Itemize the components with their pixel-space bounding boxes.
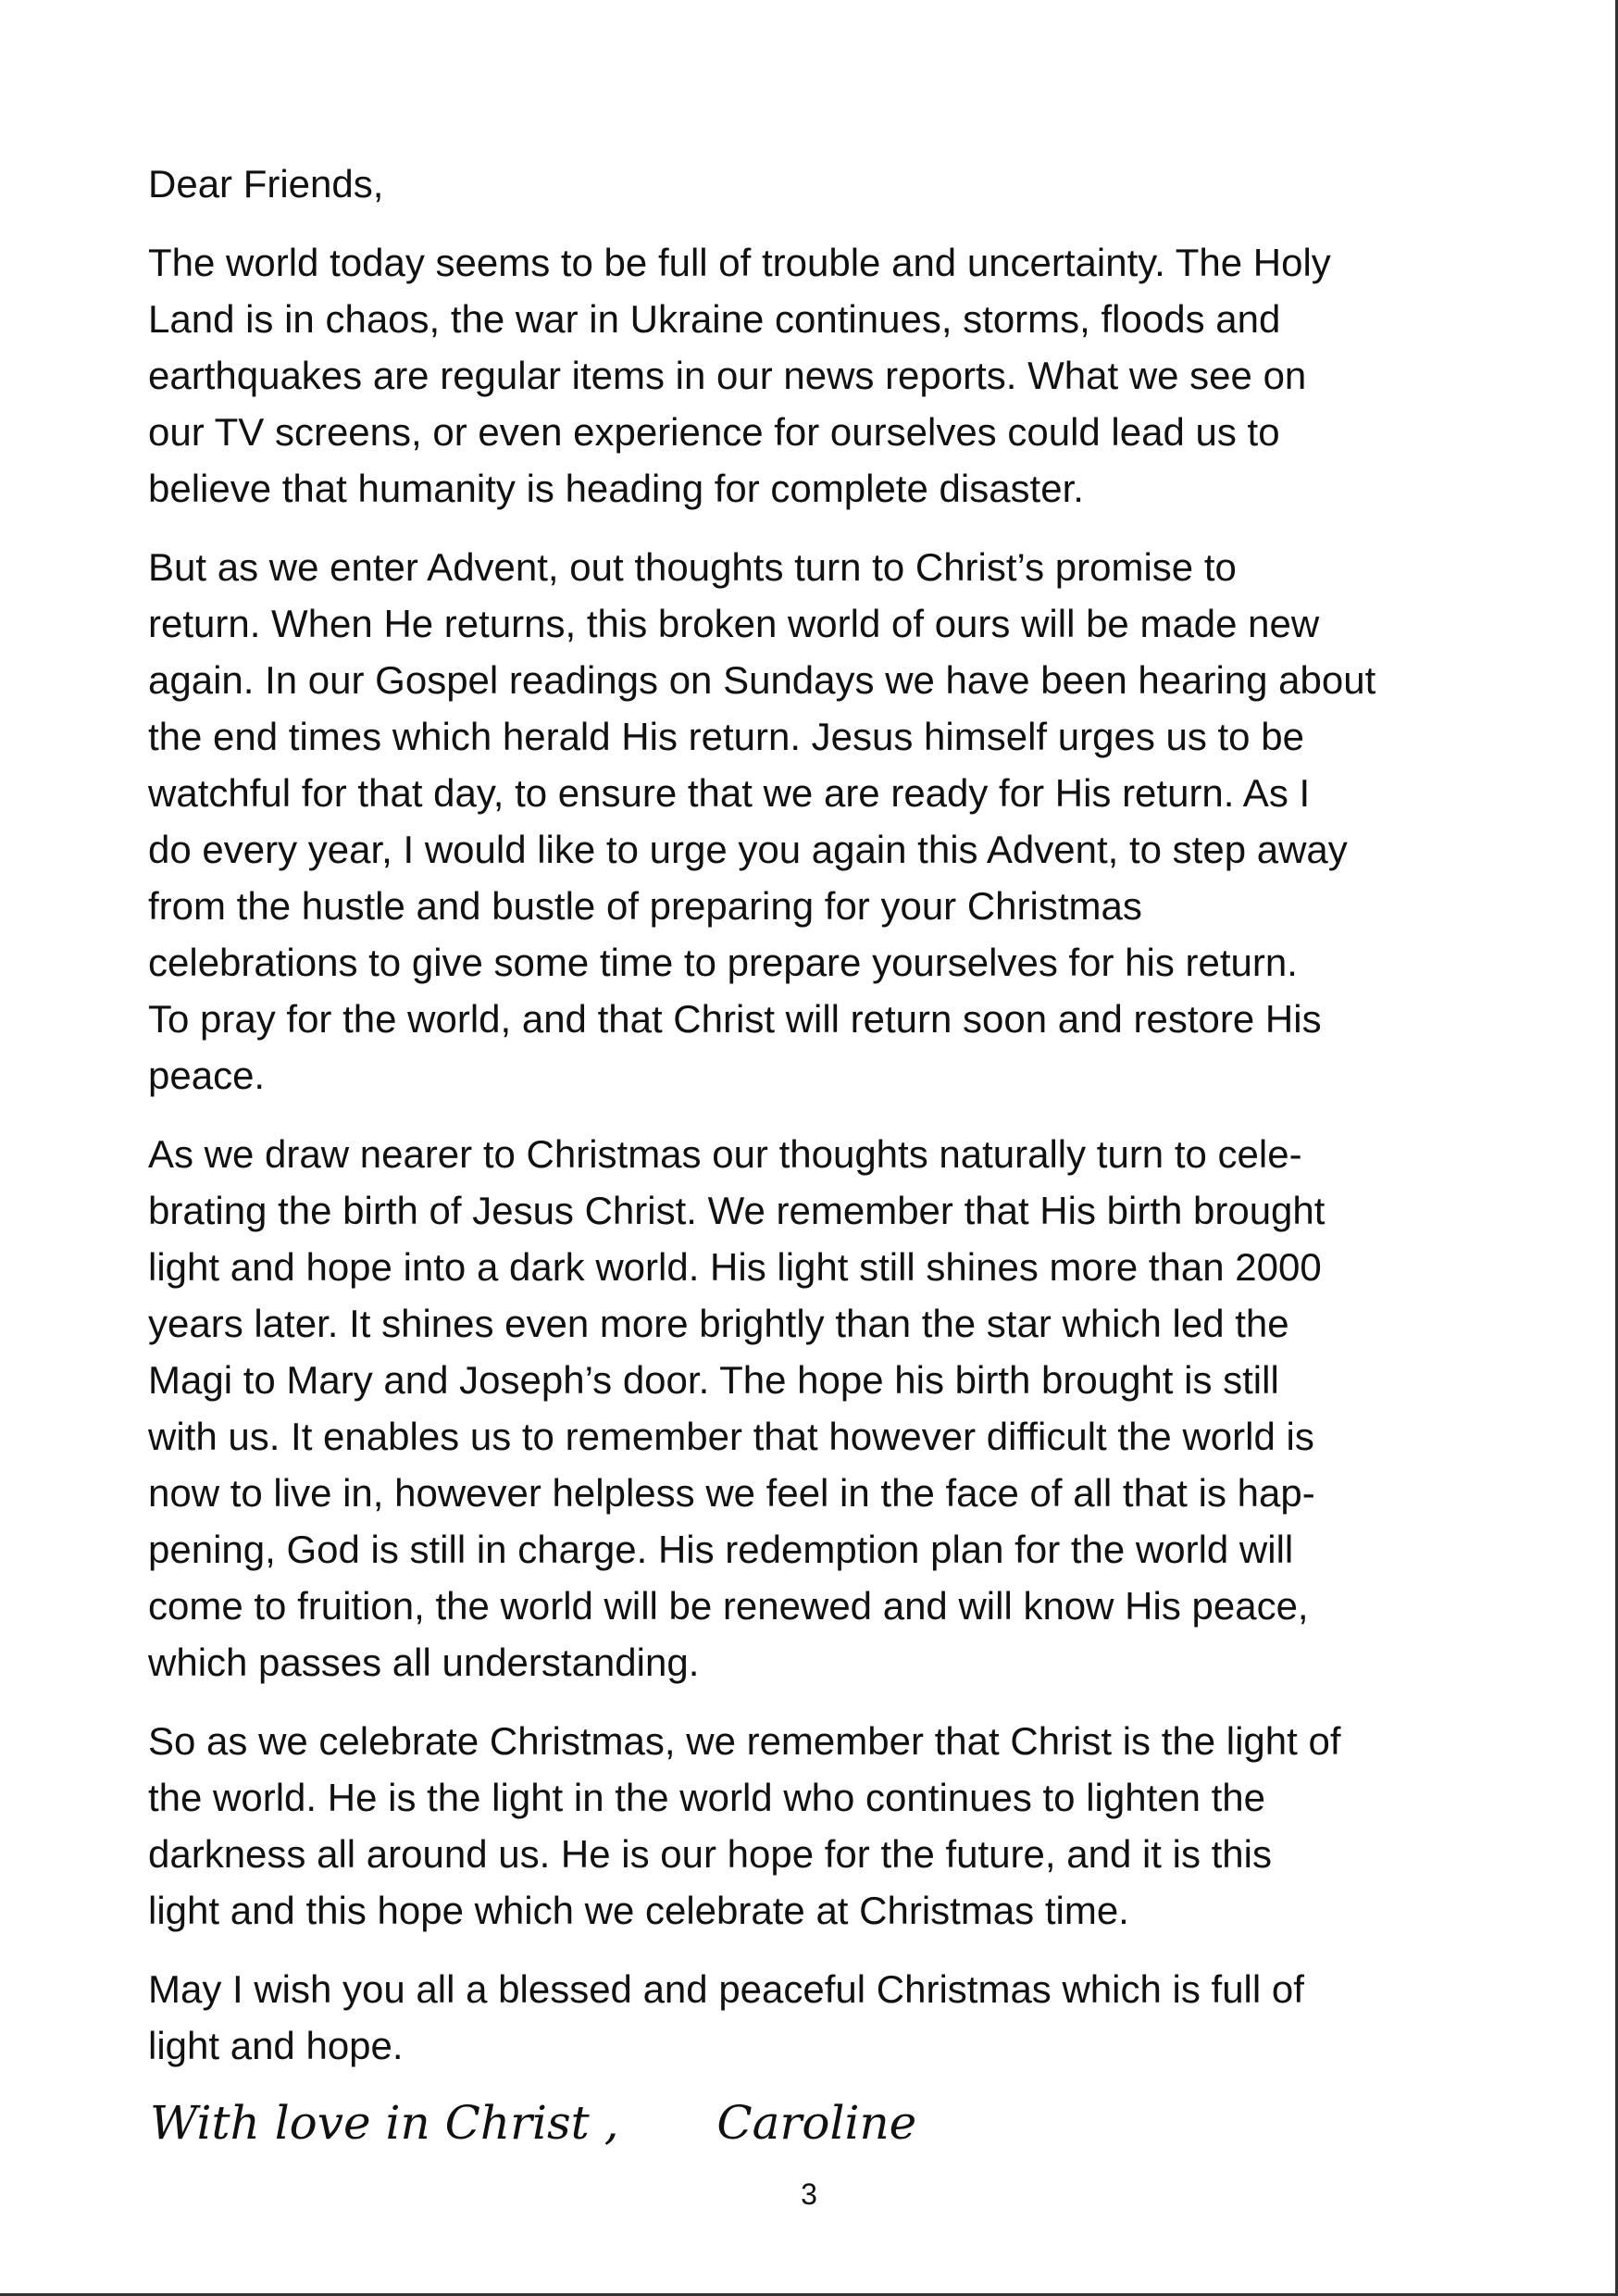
paragraph-4: So as we celebrate Christmas, we remember that Christ is the light of the world. He is the light in the world who continues to lighten the darkness all around us. He is our hope for the future, and it is this light and this hope which we celebrate at Christmas time. xyxy=(148,1719,1341,1932)
closing-phrase: With love in Christ , xyxy=(150,2096,619,2150)
salutation: Dear Friends, xyxy=(148,162,384,206)
paragraph-5: May I wish you all a blessed and peaceful Christmas which is full of light and hope. xyxy=(148,1967,1304,2067)
letter-body xyxy=(148,156,1481,2096)
paragraph-1: The world today seems to be full of trouble and uncertainty. The Holy Land is in chaos, the war in Ukraine continues, storms, floods and earthquakes are regular items in our news reports. What we see on our TV screens, or even experience for ourselves could lead us to believe that humanity is heading for complete disaster. xyxy=(148,241,1331,510)
paragraph-2: But as we enter Advent, out thoughts turn to Christ’s promise to return. When He returns, this broken world of ours will be made new again. In our Gospel readings on Sundays we have been hearing about the end times which herald His return. Jesus himself urges us to be watchful for that day, to ensure that we are ready for His return. As I do every year, I would like to urge you again this Advent, to step away from the hustle and bustle of preparing for your Christmas celebrations to give some time to prepare yourselves for his return. To pray for the world, and that Christ will return soon and restore His peace. xyxy=(148,545,1376,1097)
paragraph-3: As we draw nearer to Christmas our thoughts naturally turn to cele- brating the birth of Jesus Christ. We remember that His birth brought light and hope into a dark world. His light still shines more than 2000 years later. It shines even more brightly than the star which led the Magi to Mary and Joseph’s door. The hope his birth brought is still with us. It enables us to remember that however difficult the world is now to live in, however helpless we feel in the face of all that is hap- pening, God is still in charge. His redemption plan for the world will come to fruition, the world will be renewed and will know His peace, which passes all understanding. xyxy=(148,1132,1326,1684)
page-number: 3 xyxy=(801,2177,817,2211)
signature: Caroline xyxy=(716,2096,917,2150)
letter-signoff xyxy=(150,2096,916,2150)
